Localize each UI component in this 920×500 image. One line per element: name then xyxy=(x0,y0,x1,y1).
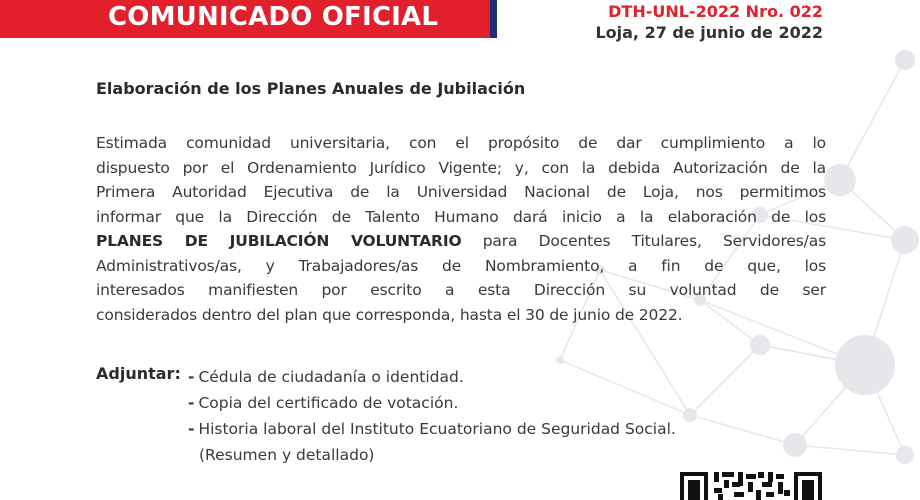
body-line-rest: para Docentes Titulares, Servidores/as xyxy=(461,232,827,250)
qr-code-icon xyxy=(678,470,824,500)
attachments-list xyxy=(188,364,676,442)
body-line: Primera Autoridad Ejecutiva de la Universidad Nacional de Loja, nos permitimos xyxy=(96,183,826,201)
document-subject: Elaboración de los Planes Anuales de Jubilación xyxy=(96,79,526,98)
dash-bullet: - xyxy=(188,394,195,412)
body-line: dispuesto por el Ordenamiento Jurídico Vigente; y, con la debida Autorización de la xyxy=(96,158,826,177)
body-line: Administrativos/as, y Trabajadores/as de Nombramiento, a fin de que, los xyxy=(96,256,826,275)
header-banner xyxy=(0,0,497,38)
body-line: Estimada comunidad universitaria, con el propósito de dar cumplimiento a lo xyxy=(96,134,826,152)
header-accent-stripe xyxy=(490,0,497,38)
body-line: interesados manifiesten por escrito a esta Dirección su voluntad de ser xyxy=(96,281,826,299)
attachment-item-text: Historia laboral del Instituto Ecuatoriano de Seguridad Social. xyxy=(198,420,676,438)
attachment-item xyxy=(188,390,676,416)
attachments-note: (Resumen y detallado) xyxy=(199,446,375,464)
attachment-item-text: Cédula de ciudadanía o identidad. xyxy=(198,368,464,386)
body-line xyxy=(96,229,826,254)
attachment-item xyxy=(188,416,676,442)
body-bold-phrase: PLANES DE JUBILACIÓN VOLUNTARIO xyxy=(96,232,462,250)
attachments-label: Adjuntar: xyxy=(96,364,181,383)
document-date: Loja, 27 de junio de 2022 xyxy=(595,23,823,42)
body-paragraph xyxy=(96,131,826,327)
header-title: COMUNICADO OFICIAL xyxy=(108,2,439,32)
attachment-item-text: Copia del certificado de votación. xyxy=(198,394,459,412)
document-code: DTH-UNL-2022 Nro. 022 xyxy=(608,2,823,21)
body-line: informar que la Dirección de Talento Humano dará inicio a la elaboración de los xyxy=(96,207,826,226)
dash-bullet: - xyxy=(188,420,195,438)
dash-bullet: - xyxy=(188,368,195,386)
attachment-item xyxy=(188,364,676,390)
body-line: considerados dentro del plan que corresponda, hasta el 30 de junio de 2022. xyxy=(96,305,683,324)
